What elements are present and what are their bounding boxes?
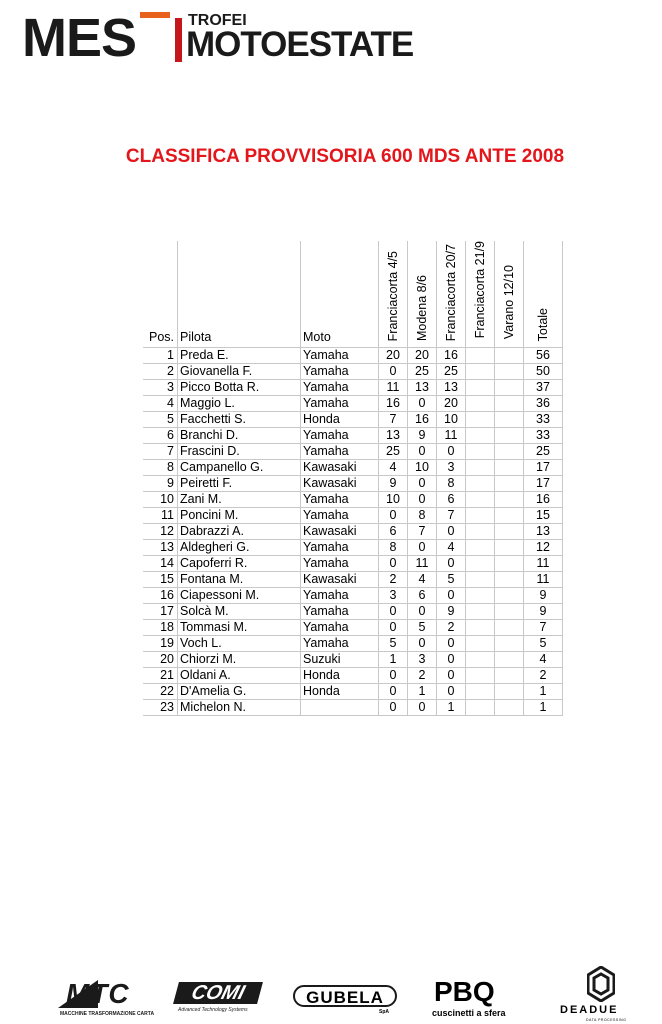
cell-race-2: 11 bbox=[408, 556, 437, 572]
cell-race-1: 8 bbox=[379, 540, 408, 556]
cell-pos: 10 bbox=[143, 492, 178, 508]
cell-race-1: 25 bbox=[379, 444, 408, 460]
cell-race-1: 4 bbox=[379, 460, 408, 476]
cell-race-1: 7 bbox=[379, 412, 408, 428]
cell-moto: Yamaha bbox=[301, 348, 379, 364]
cell-pilota: Capoferri R. bbox=[178, 556, 301, 572]
cell-race-4 bbox=[466, 396, 495, 412]
cell-pos: 22 bbox=[143, 684, 178, 700]
cell-race-1: 11 bbox=[379, 380, 408, 396]
table-row bbox=[143, 412, 563, 428]
cell-race-3: 13 bbox=[437, 380, 466, 396]
cell-race-1: 6 bbox=[379, 524, 408, 540]
cell-pilota: Preda E. bbox=[178, 348, 301, 364]
cell-race-1: 10 bbox=[379, 492, 408, 508]
sponsor-pbq-name: PBQ bbox=[434, 976, 495, 1007]
cell-pilota: Picco Botta R. bbox=[178, 380, 301, 396]
cell-pilota: Maggio L. bbox=[178, 396, 301, 412]
cell-totale: 7 bbox=[524, 620, 563, 636]
col-header-race-4 bbox=[466, 241, 495, 348]
cell-race-3: 20 bbox=[437, 396, 466, 412]
table-row bbox=[143, 364, 563, 380]
cell-race-2: 13 bbox=[408, 380, 437, 396]
cell-race-1: 20 bbox=[379, 348, 408, 364]
cell-pilota: Dabrazzi A. bbox=[178, 524, 301, 540]
cell-pos: 12 bbox=[143, 524, 178, 540]
cell-race-2: 4 bbox=[408, 572, 437, 588]
cell-race-5 bbox=[495, 524, 524, 540]
cell-pos: 15 bbox=[143, 572, 178, 588]
sponsor-comi-logo bbox=[176, 982, 264, 1016]
cell-moto: Kawasaki bbox=[301, 524, 379, 540]
cell-race-5 bbox=[495, 444, 524, 460]
table-row bbox=[143, 700, 563, 716]
cell-race-5 bbox=[495, 636, 524, 652]
cell-race-4 bbox=[466, 700, 495, 716]
cell-race-3: 0 bbox=[437, 636, 466, 652]
logo-motoestate-text: MOTOESTATE bbox=[186, 25, 414, 64]
cell-race-5 bbox=[495, 396, 524, 412]
cell-totale: 37 bbox=[524, 380, 563, 396]
cell-race-1: 13 bbox=[379, 428, 408, 444]
cell-totale: 11 bbox=[524, 556, 563, 572]
cell-race-1: 0 bbox=[379, 364, 408, 380]
cell-race-1: 0 bbox=[379, 604, 408, 620]
cell-race-3: 2 bbox=[437, 620, 466, 636]
cell-moto: Honda bbox=[301, 412, 379, 428]
table-row bbox=[143, 572, 563, 588]
col-header-race-1 bbox=[379, 241, 408, 348]
cell-pos: 9 bbox=[143, 476, 178, 492]
cell-totale: 56 bbox=[524, 348, 563, 364]
cell-race-5 bbox=[495, 412, 524, 428]
cell-pos: 8 bbox=[143, 460, 178, 476]
cell-pilota: Fontana M. bbox=[178, 572, 301, 588]
cell-pos: 16 bbox=[143, 588, 178, 604]
cell-totale: 13 bbox=[524, 524, 563, 540]
col-header-race-5 bbox=[495, 241, 524, 348]
cell-totale: 9 bbox=[524, 588, 563, 604]
cell-race-3: 7 bbox=[437, 508, 466, 524]
cell-race-1: 1 bbox=[379, 652, 408, 668]
cell-pilota: Branchi D. bbox=[178, 428, 301, 444]
cell-race-2: 1 bbox=[408, 684, 437, 700]
cell-pilota: Aldegheri G. bbox=[178, 540, 301, 556]
cell-race-2: 0 bbox=[408, 540, 437, 556]
cell-race-3: 6 bbox=[437, 492, 466, 508]
table-row bbox=[143, 492, 563, 508]
cell-pilota: Peiretti F. bbox=[178, 476, 301, 492]
deadue-hexagon-icon bbox=[587, 966, 615, 1002]
cell-race-4 bbox=[466, 364, 495, 380]
cell-totale: 17 bbox=[524, 476, 563, 492]
cell-race-4 bbox=[466, 604, 495, 620]
cell-race-4 bbox=[466, 348, 495, 364]
cell-race-2: 0 bbox=[408, 444, 437, 460]
cell-pos: 19 bbox=[143, 636, 178, 652]
cell-pos: 11 bbox=[143, 508, 178, 524]
sponsor-deadue-tagline: DATA PROCESSING bbox=[586, 1018, 627, 1022]
cell-race-2: 10 bbox=[408, 460, 437, 476]
cell-race-3: 8 bbox=[437, 476, 466, 492]
col-header-pos: Pos. bbox=[143, 241, 178, 348]
cell-moto: Yamaha bbox=[301, 620, 379, 636]
cell-race-1: 0 bbox=[379, 620, 408, 636]
page-title: CLASSIFICA PROVVISORIA 600 MDS ANTE 2008 bbox=[125, 146, 565, 167]
cell-pilota: Tommasi M. bbox=[178, 620, 301, 636]
cell-moto: Yamaha bbox=[301, 428, 379, 444]
cell-race-5 bbox=[495, 620, 524, 636]
table-header-row bbox=[143, 241, 563, 348]
table-row bbox=[143, 348, 563, 364]
sponsor-mtc-tagline: MACCHINE TRASFORMAZIONE CARTA bbox=[60, 1011, 155, 1017]
sponsor-comi-name: COMI bbox=[173, 982, 263, 1004]
cell-moto bbox=[301, 700, 379, 716]
cell-moto: Yamaha bbox=[301, 508, 379, 524]
cell-totale: 1 bbox=[524, 684, 563, 700]
cell-race-4 bbox=[466, 556, 495, 572]
table-row bbox=[143, 684, 563, 700]
cell-race-3: 3 bbox=[437, 460, 466, 476]
cell-moto: Honda bbox=[301, 684, 379, 700]
cell-pos: 23 bbox=[143, 700, 178, 716]
cell-pos: 13 bbox=[143, 540, 178, 556]
cell-pilota: Michelon N. bbox=[178, 700, 301, 716]
cell-race-4 bbox=[466, 636, 495, 652]
cell-race-5 bbox=[495, 380, 524, 396]
table-row bbox=[143, 460, 563, 476]
cell-race-5 bbox=[495, 540, 524, 556]
table-row bbox=[143, 652, 563, 668]
cell-moto: Yamaha bbox=[301, 636, 379, 652]
cell-race-2: 0 bbox=[408, 396, 437, 412]
cell-race-4 bbox=[466, 380, 495, 396]
cell-race-5 bbox=[495, 348, 524, 364]
cell-race-1: 0 bbox=[379, 684, 408, 700]
cell-race-1: 5 bbox=[379, 636, 408, 652]
cell-race-5 bbox=[495, 476, 524, 492]
standings-body bbox=[143, 348, 563, 716]
cell-totale: 12 bbox=[524, 540, 563, 556]
cell-pilota: Campanello G. bbox=[178, 460, 301, 476]
cell-race-5 bbox=[495, 588, 524, 604]
cell-race-1: 0 bbox=[379, 508, 408, 524]
cell-race-5 bbox=[495, 652, 524, 668]
col-header-race-5-label: Varano 12/10 bbox=[502, 265, 516, 340]
cell-race-5 bbox=[495, 492, 524, 508]
cell-race-2: 5 bbox=[408, 620, 437, 636]
cell-totale: 2 bbox=[524, 668, 563, 684]
cell-race-4 bbox=[466, 668, 495, 684]
cell-moto: Yamaha bbox=[301, 364, 379, 380]
cell-race-4 bbox=[466, 428, 495, 444]
cell-pos: 21 bbox=[143, 668, 178, 684]
cell-race-3: 0 bbox=[437, 524, 466, 540]
cell-pos: 14 bbox=[143, 556, 178, 572]
cell-race-5 bbox=[495, 668, 524, 684]
cell-race-5 bbox=[495, 428, 524, 444]
cell-race-3: 0 bbox=[437, 668, 466, 684]
sponsor-gubela-name: GUBELA bbox=[293, 985, 397, 1007]
col-header-pilota: Pilota bbox=[178, 241, 301, 348]
table-row bbox=[143, 668, 563, 684]
sponsor-strip bbox=[0, 960, 662, 1024]
cell-race-1: 3 bbox=[379, 588, 408, 604]
cell-moto: Suzuki bbox=[301, 652, 379, 668]
cell-moto: Yamaha bbox=[301, 604, 379, 620]
cell-pilota: Frascini D. bbox=[178, 444, 301, 460]
cell-race-2: 0 bbox=[408, 476, 437, 492]
cell-pos: 5 bbox=[143, 412, 178, 428]
table-row bbox=[143, 476, 563, 492]
cell-pilota: Giovanella F. bbox=[178, 364, 301, 380]
cell-race-2: 0 bbox=[408, 492, 437, 508]
cell-race-2: 25 bbox=[408, 364, 437, 380]
cell-race-1: 0 bbox=[379, 700, 408, 716]
cell-race-4 bbox=[466, 540, 495, 556]
cell-pilota: Ciapessoni M. bbox=[178, 588, 301, 604]
cell-race-2: 3 bbox=[408, 652, 437, 668]
cell-totale: 15 bbox=[524, 508, 563, 524]
cell-race-3: 25 bbox=[437, 364, 466, 380]
cell-pos: 17 bbox=[143, 604, 178, 620]
cell-moto: Honda bbox=[301, 668, 379, 684]
cell-race-3: 0 bbox=[437, 556, 466, 572]
sponsor-gubela-logo bbox=[293, 985, 399, 1017]
sponsor-deadue-logo bbox=[560, 966, 642, 1022]
cell-totale: 11 bbox=[524, 572, 563, 588]
logo-mes-text: MES bbox=[22, 8, 137, 68]
cell-race-1: 9 bbox=[379, 476, 408, 492]
cell-moto: Yamaha bbox=[301, 588, 379, 604]
table-row bbox=[143, 396, 563, 412]
cell-pilota: Chiorzi M. bbox=[178, 652, 301, 668]
cell-pilota: Oldani A. bbox=[178, 668, 301, 684]
cell-race-3: 11 bbox=[437, 428, 466, 444]
cell-moto: Yamaha bbox=[301, 556, 379, 572]
table-row bbox=[143, 444, 563, 460]
table-row bbox=[143, 620, 563, 636]
sponsor-comi-tagline: Advanced Technology Systems bbox=[178, 1007, 248, 1013]
cell-race-4 bbox=[466, 508, 495, 524]
cell-race-4 bbox=[466, 620, 495, 636]
table-row bbox=[143, 604, 563, 620]
cell-race-4 bbox=[466, 444, 495, 460]
cell-totale: 5 bbox=[524, 636, 563, 652]
cell-race-5 bbox=[495, 684, 524, 700]
cell-race-1: 0 bbox=[379, 668, 408, 684]
col-header-moto: Moto bbox=[301, 241, 379, 348]
cell-race-2: 6 bbox=[408, 588, 437, 604]
table-row bbox=[143, 636, 563, 652]
cell-moto: Kawasaki bbox=[301, 460, 379, 476]
table-row bbox=[143, 588, 563, 604]
cell-totale: 16 bbox=[524, 492, 563, 508]
col-header-race-2-label: Modena 8/6 bbox=[415, 274, 429, 341]
cell-pilota: Solcà M. bbox=[178, 604, 301, 620]
cell-pos: 6 bbox=[143, 428, 178, 444]
cell-pilota: D'Amelia G. bbox=[178, 684, 301, 700]
cell-race-3: 0 bbox=[437, 652, 466, 668]
cell-race-5 bbox=[495, 460, 524, 476]
cell-race-1: 16 bbox=[379, 396, 408, 412]
cell-totale: 25 bbox=[524, 444, 563, 460]
cell-moto: Yamaha bbox=[301, 396, 379, 412]
sponsor-mtc-logo bbox=[58, 978, 156, 1018]
logo-divider bbox=[175, 18, 182, 62]
standings-table bbox=[143, 241, 563, 716]
cell-race-3: 0 bbox=[437, 588, 466, 604]
cell-moto: Yamaha bbox=[301, 444, 379, 460]
cell-pos: 3 bbox=[143, 380, 178, 396]
cell-race-1: 0 bbox=[379, 556, 408, 572]
cell-race-4 bbox=[466, 684, 495, 700]
cell-race-4 bbox=[466, 460, 495, 476]
cell-moto: Kawasaki bbox=[301, 476, 379, 492]
cell-totale: 33 bbox=[524, 412, 563, 428]
cell-pos: 1 bbox=[143, 348, 178, 364]
cell-pos: 4 bbox=[143, 396, 178, 412]
cell-pos: 7 bbox=[143, 444, 178, 460]
cell-moto: Yamaha bbox=[301, 492, 379, 508]
cell-race-3: 16 bbox=[437, 348, 466, 364]
cell-race-2: 0 bbox=[408, 636, 437, 652]
cell-pos: 20 bbox=[143, 652, 178, 668]
cell-race-4 bbox=[466, 652, 495, 668]
logo-accent-bar bbox=[140, 12, 170, 18]
cell-race-3: 1 bbox=[437, 700, 466, 716]
col-header-race-4-label: Franciacorta 21/9 bbox=[473, 241, 487, 339]
cell-race-4 bbox=[466, 476, 495, 492]
cell-totale: 17 bbox=[524, 460, 563, 476]
cell-totale: 33 bbox=[524, 428, 563, 444]
col-header-totale bbox=[524, 241, 563, 348]
sponsor-gubela-tagline: SpA bbox=[379, 1009, 389, 1015]
col-header-race-3 bbox=[437, 241, 466, 348]
col-header-race-1-label: Franciacorta 4/5 bbox=[386, 250, 400, 341]
cell-race-2: 20 bbox=[408, 348, 437, 364]
cell-pilota: Voch L. bbox=[178, 636, 301, 652]
cell-race-3: 0 bbox=[437, 444, 466, 460]
cell-race-2: 8 bbox=[408, 508, 437, 524]
logo-trofei-text: TROFEI bbox=[188, 12, 247, 29]
table-row bbox=[143, 428, 563, 444]
col-header-race-3-label: Franciacorta 20/7 bbox=[444, 243, 458, 341]
table-row bbox=[143, 524, 563, 540]
cell-moto: Kawasaki bbox=[301, 572, 379, 588]
cell-race-3: 9 bbox=[437, 604, 466, 620]
cell-race-3: 5 bbox=[437, 572, 466, 588]
cell-race-2: 7 bbox=[408, 524, 437, 540]
table-row bbox=[143, 540, 563, 556]
cell-pos: 2 bbox=[143, 364, 178, 380]
cell-race-5 bbox=[495, 700, 524, 716]
cell-totale: 9 bbox=[524, 604, 563, 620]
cell-totale: 50 bbox=[524, 364, 563, 380]
cell-race-3: 0 bbox=[437, 684, 466, 700]
cell-pilota: Zani M. bbox=[178, 492, 301, 508]
cell-race-2: 0 bbox=[408, 700, 437, 716]
cell-race-4 bbox=[466, 572, 495, 588]
cell-race-4 bbox=[466, 524, 495, 540]
cell-totale: 4 bbox=[524, 652, 563, 668]
cell-totale: 1 bbox=[524, 700, 563, 716]
sponsor-pbq-logo bbox=[432, 976, 512, 1020]
cell-race-5 bbox=[495, 556, 524, 572]
col-header-race-2 bbox=[408, 241, 437, 348]
cell-race-2: 16 bbox=[408, 412, 437, 428]
col-header-totale-label: Totale bbox=[536, 307, 550, 341]
sponsor-deadue-name: DEADUE bbox=[560, 1004, 619, 1016]
cell-totale: 36 bbox=[524, 396, 563, 412]
cell-race-2: 9 bbox=[408, 428, 437, 444]
cell-race-5 bbox=[495, 508, 524, 524]
cell-race-5 bbox=[495, 364, 524, 380]
cell-moto: Yamaha bbox=[301, 540, 379, 556]
cell-race-2: 0 bbox=[408, 604, 437, 620]
cell-race-2: 2 bbox=[408, 668, 437, 684]
cell-race-4 bbox=[466, 492, 495, 508]
sponsor-pbq-tagline: cuscinetti a sfera bbox=[432, 1008, 506, 1018]
cell-race-1: 2 bbox=[379, 572, 408, 588]
table-row bbox=[143, 508, 563, 524]
cell-moto: Yamaha bbox=[301, 380, 379, 396]
cell-race-3: 4 bbox=[437, 540, 466, 556]
cell-pilota: Poncini M. bbox=[178, 508, 301, 524]
cell-pilota: Facchetti S. bbox=[178, 412, 301, 428]
table-row bbox=[143, 380, 563, 396]
sponsor-mtc-name: MTC bbox=[66, 978, 130, 1009]
cell-race-4 bbox=[466, 588, 495, 604]
cell-pos: 18 bbox=[143, 620, 178, 636]
cell-race-5 bbox=[495, 604, 524, 620]
cell-race-3: 10 bbox=[437, 412, 466, 428]
cell-race-4 bbox=[466, 412, 495, 428]
cell-race-5 bbox=[495, 572, 524, 588]
table-row bbox=[143, 556, 563, 572]
